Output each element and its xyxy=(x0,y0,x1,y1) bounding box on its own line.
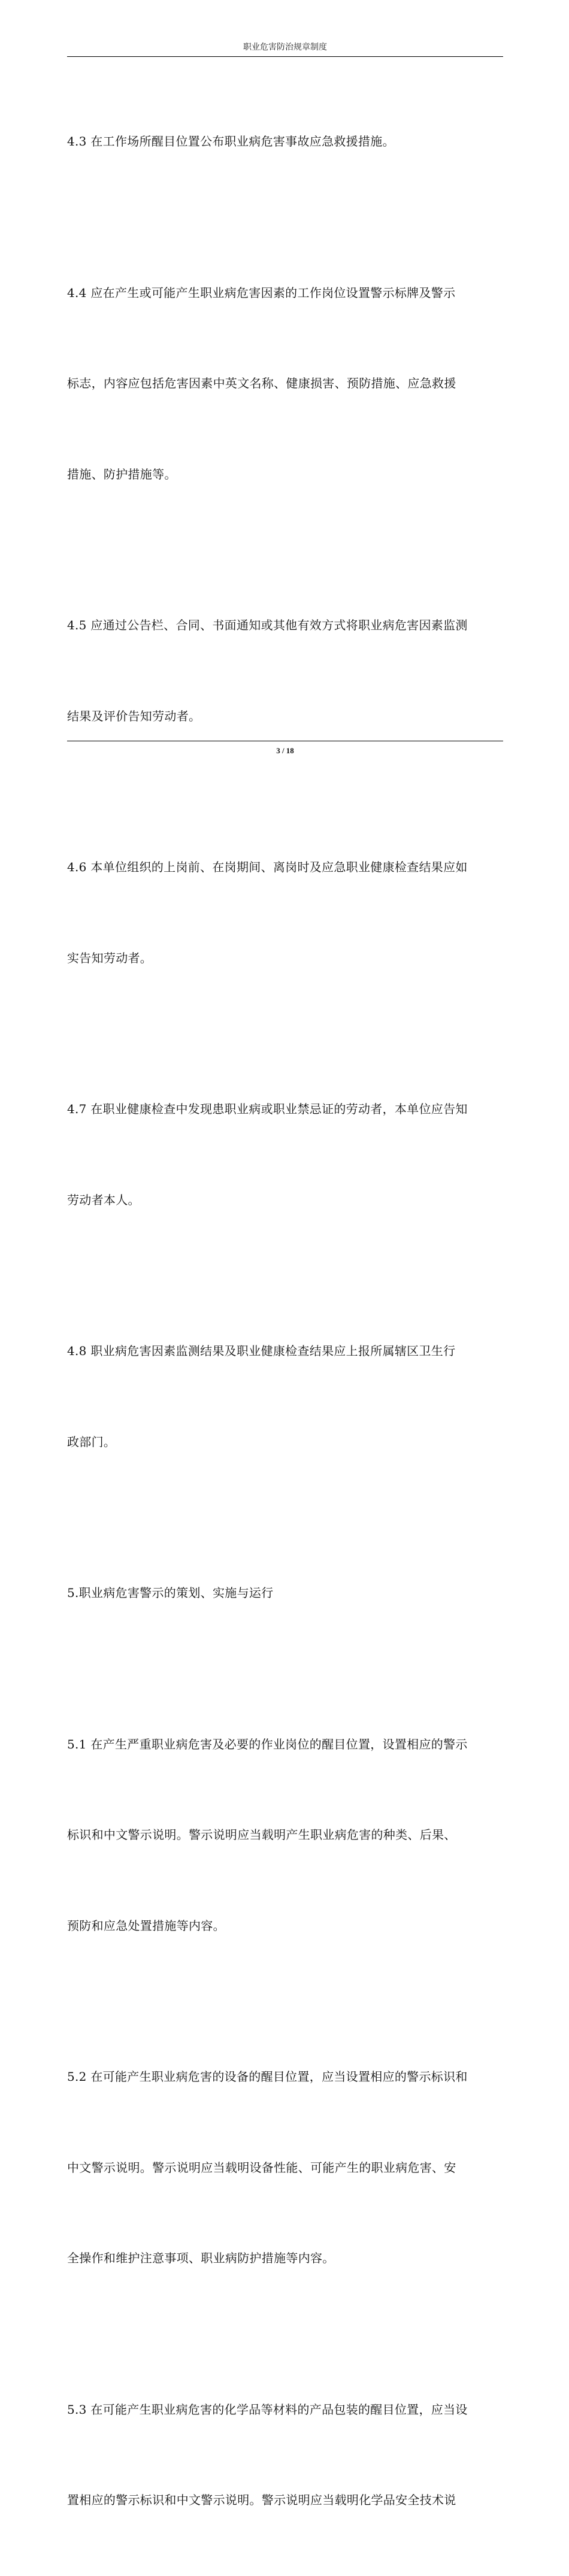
text-line: 结果及评价告知劳动者。 xyxy=(67,708,201,723)
text-line: 4.6 本单位组织的上岗前、在岗期间、离岗时及应急职业健康检查结果应如 xyxy=(67,860,468,874)
text-line: 预防和应急处置措施等内容。 xyxy=(67,1918,225,1933)
page-number: 3 / 18 xyxy=(276,746,294,755)
text-line: 政部门。 xyxy=(67,1434,116,1449)
document-body xyxy=(67,66,503,2576)
text-line: 措施、防护措施等。 xyxy=(67,466,177,481)
text-line: 5.1 在产生严重职业病危害及必要的作业岗位的醒目位置，设置相应的警示 xyxy=(67,1736,468,1751)
page-header-title: 职业危害防治规章制度 xyxy=(243,43,327,52)
text-line: 全操作和维护注意事项、职业病防护措施等内容。 xyxy=(67,2251,335,2265)
paragraph-4-4 xyxy=(67,217,503,550)
text-line: 4.4 应在产生或可能产生职业病危害因素的工作岗位设置警示标牌及警示 xyxy=(67,285,456,300)
paragraph-4-7 xyxy=(67,1034,503,1275)
text-line: 中文警示说明。警示说明应当载明设备性能、可能产生的职业病危害、安 xyxy=(67,2160,456,2175)
text-line: 5.职业病危害警示的策划、实施与运行 xyxy=(67,1586,274,1600)
header-divider xyxy=(67,56,503,57)
paragraph-4-6 xyxy=(67,792,503,1034)
paragraph-5-2 xyxy=(67,2001,503,2334)
text-line: 5.2 在可能产生职业病危害的设备的醒目位置，应当设置相应的警示标识和 xyxy=(67,2069,468,2084)
paragraph-4-8 xyxy=(67,1275,503,1517)
text-line: 4.8 职业病危害因素监测结果及职业健康检查结果应上报所属辖区卫生行 xyxy=(67,1344,456,1358)
text-line: 5.3 在可能产生职业病危害的化学品等材料的产品包装的醒目位置，应当设 xyxy=(67,2402,468,2417)
text-line: 劳动者本人。 xyxy=(67,1192,140,1207)
text-line: 置相应的警示标识和中文警示说明。警示说明应当载明化学品安全技术说 xyxy=(67,2493,456,2507)
text-line: 实告知劳动者。 xyxy=(67,950,153,965)
text-line: 4.5 应通过公告栏、合同、书面通知或其他有效方式将职业病危害因素监测 xyxy=(67,618,468,632)
paragraph-5-1 xyxy=(67,1669,503,2002)
text-line: 标识和中文警示说明。警示说明应当载明产生职业病危害的种类、后果、 xyxy=(67,1828,456,1842)
text-line: 4.7 在职业健康检查中发现患职业病或职业禁忌证的劳动者，本单位应告知 xyxy=(67,1102,468,1116)
paragraph-5-3 xyxy=(67,2334,503,2576)
paragraph-4-3 xyxy=(67,66,503,217)
section-heading-5 xyxy=(67,1517,503,1669)
text-line: 标志，内容应包括危害因素中英文名称、健康损害、预防措施、应急救援 xyxy=(67,376,456,390)
text-line: 4.3 在工作场所醒目位置公布职业病危害事故应急救援措施。 xyxy=(67,134,395,149)
